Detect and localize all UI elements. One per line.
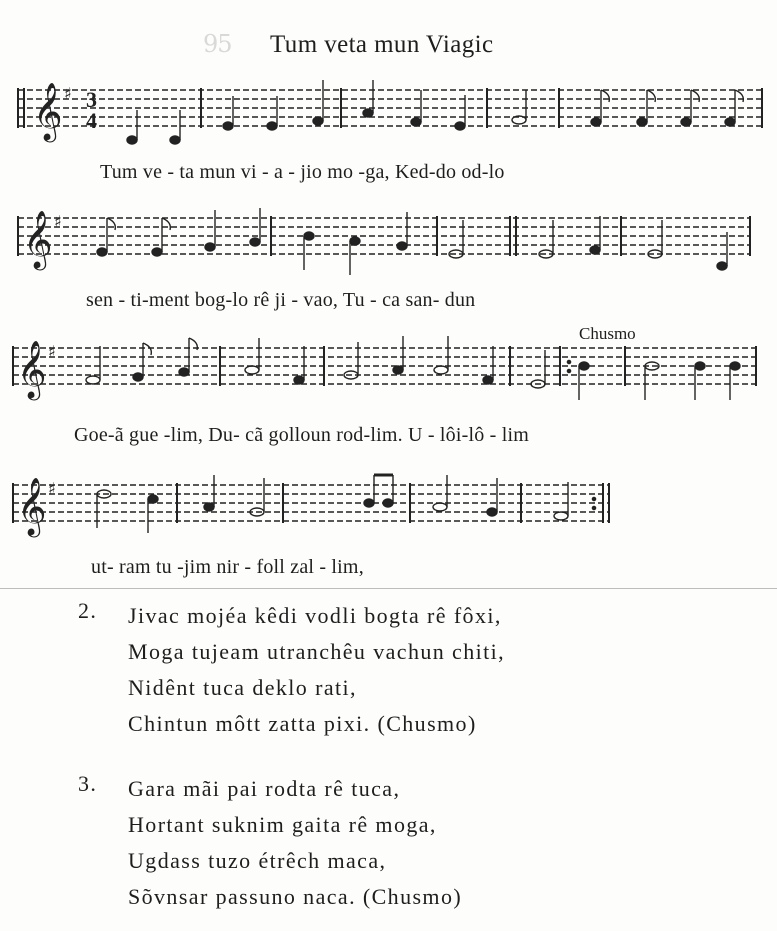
- song-title: Tum veta mun Viagic: [270, 31, 494, 58]
- time-signature-top: 3: [86, 87, 97, 112]
- lyric-line-1: Tum ve - ta mun vi - a - jio mo -ga, Ked-do od-lo: [100, 161, 505, 183]
- page-number: 95: [203, 30, 232, 58]
- time-signature-bottom: 4: [86, 108, 97, 133]
- lyric-line-2: sen - ti-ment bog-lo rê ji - vao, Tu - ca san- dun: [86, 289, 476, 311]
- treble-clef-icon: 𝄞: [17, 477, 47, 535]
- verse-lines: [128, 771, 462, 915]
- verse-line: Gara mãi pai rodta rê tuca,: [128, 776, 401, 801]
- section-divider: [0, 588, 777, 589]
- treble-clef-icon: 𝄞: [23, 210, 53, 268]
- verse-line: Moga tujeam utranchêu vachun chiti,: [128, 639, 506, 664]
- verse-line: Jivac mojéa kêdi vodli bogta rê fôxi,: [128, 603, 502, 628]
- chorus-marker: Chusmo: [579, 324, 636, 343]
- treble-clef-icon: 𝄞: [33, 82, 63, 140]
- verse-lines: [128, 598, 505, 742]
- verse-number: 3.: [78, 771, 98, 796]
- verse-line: Hortant suknim gaita rê moga,: [128, 812, 437, 837]
- lyric-line-3: Goe-ã gue -lim, Du- cã golloun rod-lim. U - lôi-lô - lim: [74, 424, 529, 446]
- key-sharp-icon: ♯: [64, 84, 72, 103]
- lyric-line-4: ut- ram tu -jim nir - foll zal - lim,: [91, 556, 364, 578]
- key-sharp-icon: ♯: [48, 479, 56, 498]
- verse-line: Nidênt tuca deklo rati,: [128, 675, 357, 700]
- verse-line: Ugdass tuzo étrêch maca,: [128, 848, 387, 873]
- key-sharp-icon: ♯: [54, 212, 62, 231]
- verse-number: 2.: [78, 598, 98, 623]
- key-sharp-icon: ♯: [48, 342, 56, 361]
- verse-line: Sõvnsar passuno naca. (Chusmo): [128, 884, 463, 909]
- verse-line: Chintun môtt zatta pixi. (Chusmo): [128, 711, 477, 736]
- treble-clef-icon: 𝄞: [17, 340, 47, 398]
